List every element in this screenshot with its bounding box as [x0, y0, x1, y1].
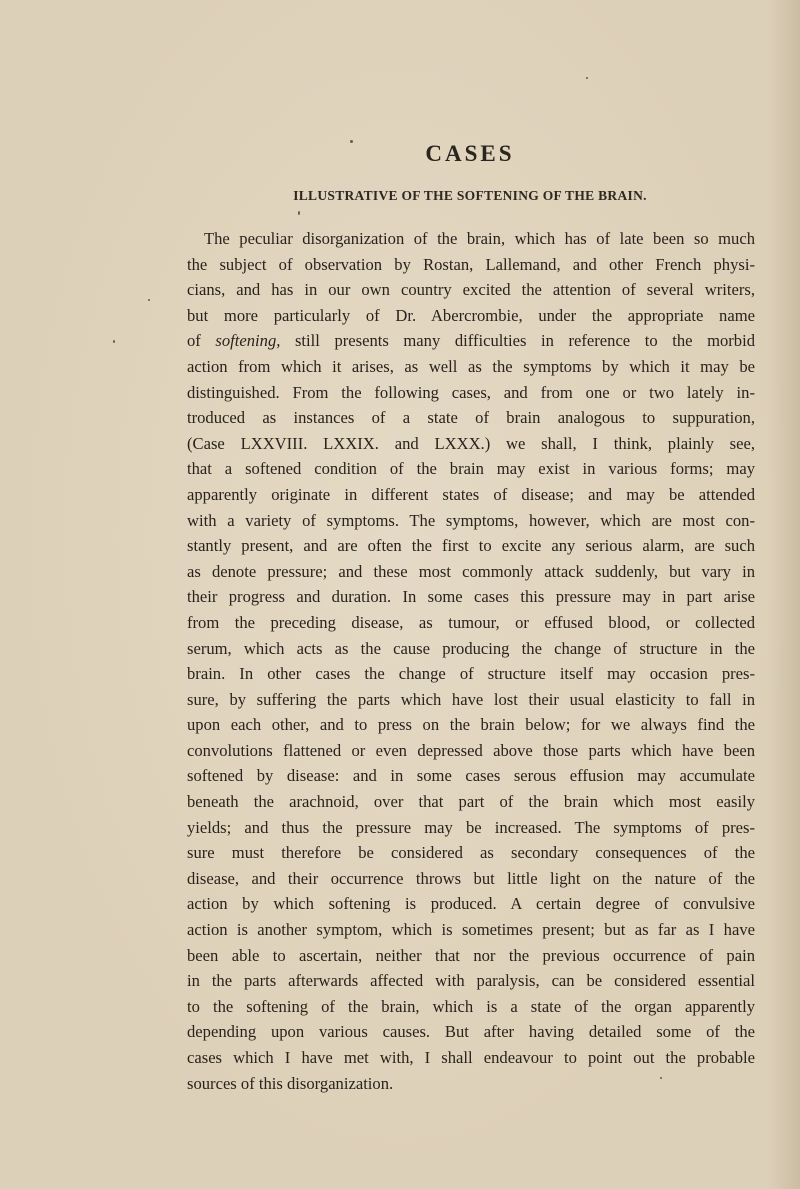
text-line: their progress and duration. In some cases this pressure may in part arise: [187, 587, 755, 607]
text-line: as denote pressure; and these most commonly attack suddenly, but vary in: [187, 561, 755, 581]
page-subtitle: ILLUSTRATIVE OF THE SOFTENING OF THE BRAIN.: [293, 188, 647, 203]
text-line: serum, which acts as the cause producing the change of structure in the: [187, 638, 755, 658]
text-line: been able to ascertain, neither that nor the previous occurrence of pain: [187, 945, 755, 965]
text-line: brain. In other cases the change of structure itself may occasion pres-: [187, 664, 755, 684]
paper-speck: [298, 211, 300, 215]
text-line: [187, 328, 755, 354]
text-line: convolutions flattened or even depressed above those parts which have been: [187, 740, 755, 760]
text-line: softened by disease: and in some cases serous effusion may accumulate: [187, 766, 755, 786]
text-line: action from which it arises, as well as the symptoms by which it may be: [187, 356, 755, 376]
text-line-end: still presents many difficulties in reference to the morbid: [280, 331, 755, 351]
paper-speck: [113, 340, 115, 343]
paper-speck: [148, 299, 150, 301]
text-line: cases which I have met with, I shall endeavour to point out the probable: [187, 1048, 755, 1067]
text-line: distinguished. From the following cases, and from one or two lately in-: [187, 382, 755, 402]
text-line: The peculiar disorganization of the brain, which has of late been so much: [204, 229, 755, 248]
text-line: to the softening of the brain, which is a state of the organ apparently: [187, 996, 755, 1016]
italic-term: softening,: [215, 331, 281, 351]
page-title: CASES: [425, 141, 515, 166]
text-line: with a variety of symptoms. The symptoms, however, which are most con-: [187, 510, 755, 530]
text-line: the subject of observation by Rostan, Lallemand, and other French physi-: [187, 254, 755, 274]
text-line: from the preceding disease, as tumour, or effused blood, or collected: [187, 612, 755, 632]
text-line: stantly present, and are often the first to excite any serious alarm, are such: [187, 536, 755, 556]
text-line: yields; and thus the pressure may be increased. The symptoms of pres-: [187, 817, 755, 837]
text-line: beneath the arachnoid, over that part of the brain which most easily: [187, 792, 755, 812]
text-line-start: of: [187, 331, 216, 351]
text-line: cians, and has in our own country excited the attention of several writers,: [187, 280, 755, 300]
text-line: troduced as instances of a state of brain analogous to suppuration,: [187, 408, 755, 428]
text-line: in the parts afterwards affected with paralysis, can be considered essential: [187, 971, 755, 991]
paper-speck: [586, 77, 588, 79]
paper-speck: [660, 1077, 662, 1079]
text-line: action is another symptom, which is sometimes present; but as far as I have: [187, 920, 755, 940]
body-paragraph: [187, 226, 755, 1096]
text-line: apparently originate in different states of disease; and may be attended: [187, 484, 755, 504]
text-line: sources of this disorganization.: [187, 1073, 394, 1093]
text-line: upon each other, and to press on the brain below; for we always find the: [187, 715, 755, 735]
text-line: sure, by suffering the parts which have lost their usual elasticity to fall in: [187, 689, 755, 709]
text-line: depending upon various causes. But after having detailed some of the: [187, 1022, 755, 1042]
text-line: sure must therefore be considered as secondary consequences of the: [187, 843, 755, 863]
text-line: (Case LXXVIII. LXXIX. and LXXX.) we shall, I think, plainly see,: [187, 433, 755, 453]
text-line: but more particularly of Dr. Abercrombie, under the appropriate name: [187, 305, 755, 325]
text-line: disease, and their occurrence throws but little light on the nature of the: [187, 868, 755, 888]
text-line: action by which softening is produced. A certain degree of convulsive: [187, 894, 755, 914]
paper-speck: [350, 140, 353, 143]
text-line: that a softened condition of the brain may exist in various forms; may: [187, 459, 755, 479]
